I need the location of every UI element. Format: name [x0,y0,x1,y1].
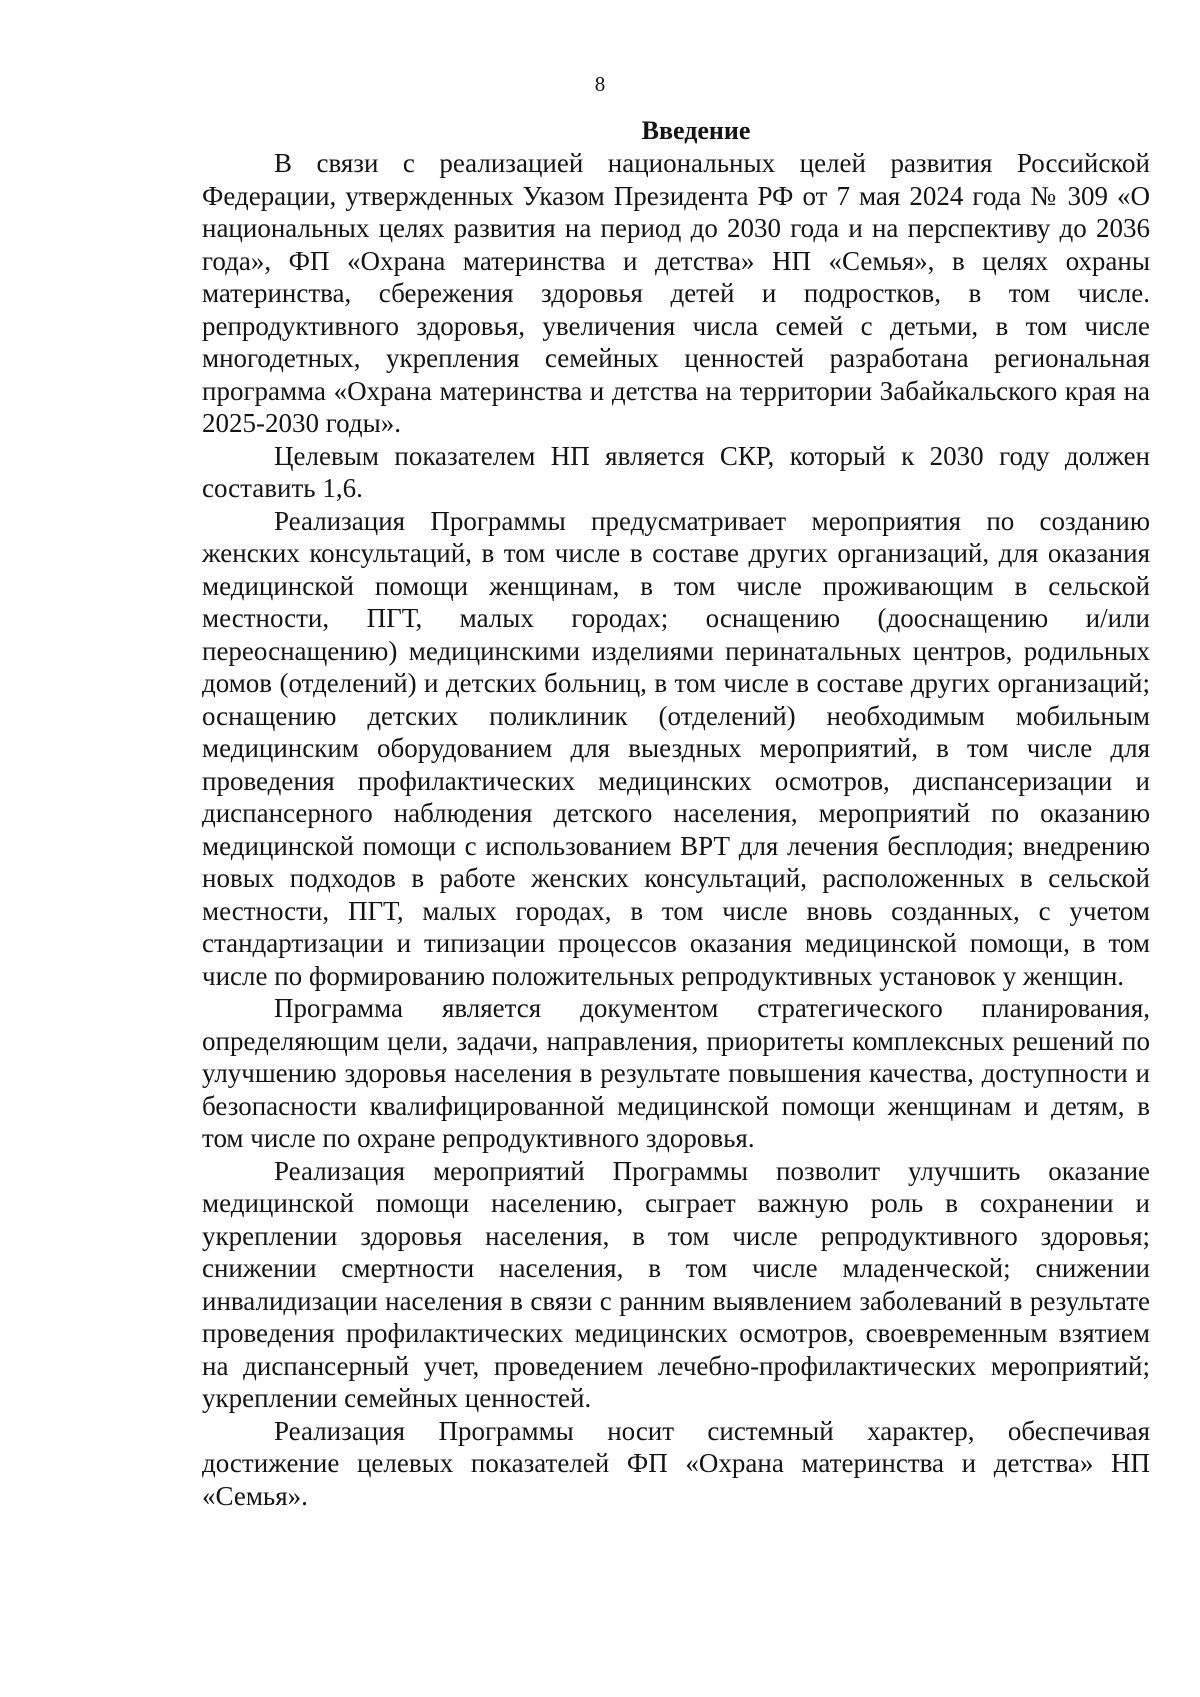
paragraph-expected-results: Реализация мероприятий Программы позволит улучшить оказание медицинской помощи населению, сыграет важную роль в сохранении и укреплении здоровья населения, в том числе репродуктивного здоровья; снижении смертности населения, в том числе младенческой; снижении инвалидизации населения в связи с ранним выявлением заболеваний в результате проведения профилактических медицинских осмотров, своевременным взятием на диспансерный учет, проведением лечебно-профилактических мероприятий; укреплении семейных ценностей. [202,1155,1150,1413]
paragraph-intro: В связи с реализацией национальных целей развития Российской Федерации, утвержденных Указом Президента РФ от 7 мая 2024 года № 309 «О национальных целях развития на период до 2030 года и на перспективу до 2036 года», ФП «Охрана материнства и детства» НП «Семья», в целях охраны материнства, сбережения здоровья детей и подростков, в том числе. репродуктивного здоровья, увеличения числа семей с детьми, в том числе многодетных, укрепления семейных ценностей разработана региональная программа «Охрана материнства и детства на территории Забайкальского края на 2025-2030 годы». [202,148,1150,438]
document-body [202,115,1150,1512]
paragraph-program-measures: Реализация Программы предусматривает мероприятия по созданию женских консультаций, в том числе в составе других организаций, для оказания медицинской помощи женщинам, в том числе проживающим в сельской местности, ПГТ, малых городах; оснащению (дооснащению и/или переоснащению) медицинскими изделиями перинатальных центров, родильных домов (отделений) и детских больниц, в том числе в составе других организаций; оснащению детских поликлиник (отделений) необходимым мобильным медицинским оборудованием для выездных мероприятий, в том числе для проведения профилактических медицинских осмотров, диспансеризации и диспансерного наблюдения детского населения, мероприятий по оказанию медицинской помощи с использованием ВРТ для лечения бесплодия; внедрению новых подходов в работе женских консультаций, расположенных в сельской местности, ПГТ, малых городах, в том числе вновь созданных, с учетом стандартизации и типизации процессов оказания медицинской помощи, в том числе по формированию положительных репродуктивных установок у женщин. [202,505,1150,991]
paragraph-program-definition: Программа является документом стратегического планирования, определяющим цели, задачи, направления, приоритеты комплексных решений по улучшению здоровья населения в результате повышения качества, доступности и безопасности квалифицированной медицинской помощи женщинам и детям, в том числе по охране репродуктивного здоровья. [202,993,1150,1153]
section-heading: Введение [641,116,751,145]
paragraph-systemic-nature: Реализация Программы носит системный характер, обеспечивая достижение целевых показателей ФП «Охрана материнства и детства» НП «Семья». [202,1415,1150,1511]
paragraph-target-indicator: Целевым показателем НП является СКР, который к 2030 году должен составить 1,6. [202,440,1150,503]
page-number: 8 [594,72,606,96]
